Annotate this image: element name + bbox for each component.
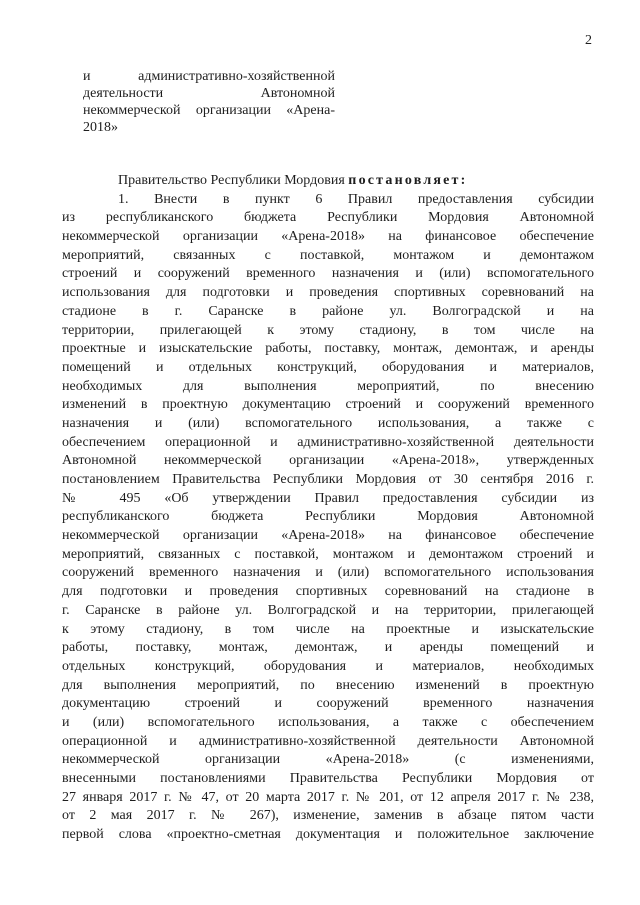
paragraph-line: мероприятий, связанных с поставкой, монтажом и демонтажом [62,247,594,263]
paragraph-line: Автономной некоммерческой организации «Арена-2018», утвержденных [62,453,594,469]
paragraph-line: работы, поставку, монтаж, демонтаж, и аренды помещений и [62,640,594,656]
paragraph-line: г. Саранске в районе ул. Волгоградской и на территории, прилегающей [62,602,594,618]
decree-line [62,172,594,191]
title-line: 2018» [83,120,118,135]
page-number: 2 [585,33,592,48]
paragraph-line: от 2 мая 2017 г. № 267), изменение, заменив в абзаце пятом части [62,808,594,824]
paragraph-line: некоммерческой организации «Арена-2018» на финансовое обеспечение [62,528,594,544]
paragraph-line: № 495 «Об утверждении Правил предоставления субсидии из [62,490,594,506]
paragraph-line: строений и сооружений временного назначения и (или) вспомогательного [62,266,594,282]
paragraph-line: операционной и административно-хозяйственной деятельности Автономной [62,733,594,749]
paragraph-line: некоммерческой организации «Арена-2018» (с изменениями, [62,752,594,768]
paragraph-line: отдельных конструкций, оборудования и материалов, необходимых [62,658,594,674]
document-body [62,172,594,845]
paragraph-line: обеспечением операционной и административно-хозяйственной деятельности [62,434,594,450]
paragraph-line: стадионе в г. Саранске в районе ул. Волгоградской и на [62,303,594,319]
paragraph-line: изменений в проектную документацию строений и сооружений временного [62,397,594,413]
decree-verb: постановляет: [348,173,468,188]
paragraph-line: для подготовки и проведения спортивных соревнований на стадионе в [62,584,594,600]
paragraph-line: некоммерческой организации «Арена-2018» на финансовое обеспечение [62,229,594,245]
title-line: деятельности Автономной [83,86,335,101]
title-line: некоммерческой организации «Арена- [83,103,335,118]
paragraph-line: необходимых для выполнения мероприятий, по внесению [62,378,594,394]
paragraph-line: из республиканского бюджета Республики Мордовия Автономной [62,210,594,226]
paragraph-line: территории, прилегающей к этому стадиону, в том числе на [62,322,594,338]
paragraph-line: 1. Внести в пункт 6 Правил предоставления субсидии [118,191,594,207]
paragraph-line: сооружений временного назначения и (или) вспомогательного использования [62,565,594,581]
paragraph-line: проектные и изыскательские работы, поставку, монтаж, демонтаж, и аренды [62,341,594,357]
paragraph-line: 27 января 2017 г. № 47, от 20 марта 2017 г. № 201, от 12 апреля 2017 г. № 238, [62,789,594,805]
paragraph-line: постановлением Правительства Республики Мордовия от 30 сентября 2016 г. [62,472,594,487]
paragraph-line: для выполнения мероприятий, по внесению изменений в проектную [62,677,594,693]
paragraph-line: внесенными постановлениями Правительства Республики Мордовия от [62,771,594,786]
paragraph-line: использования для подготовки и проведения спортивных соревнований на [62,285,594,301]
paragraph-line: первой слова «проектно-сметная документация и положительное заключение [62,827,594,843]
title-line: и административно-хозяйственной [83,69,335,84]
paragraph-line: республиканского бюджета Республики Мордовия Автономной [62,509,594,525]
paragraph-line: и (или) вспомогательного использования, а также с обеспечением [62,714,594,730]
document-title-continuation [83,68,335,136]
paragraph-line: документацию строений и сооружений временного назначения [62,696,594,712]
paragraph-line: назначения и (или) вспомогательного использования, а также с [62,415,594,431]
paragraph-line: помещений и отдельных конструкций, оборудования и материалов, [62,359,594,375]
decree-intro: Правительство Республики Мордовия [118,173,345,188]
paragraph-line: к этому стадиону, в том числе на проектные и изыскательские [62,621,594,637]
paragraph-line: мероприятий, связанных с поставкой, монтажом и демонтажом строений и [62,546,594,562]
